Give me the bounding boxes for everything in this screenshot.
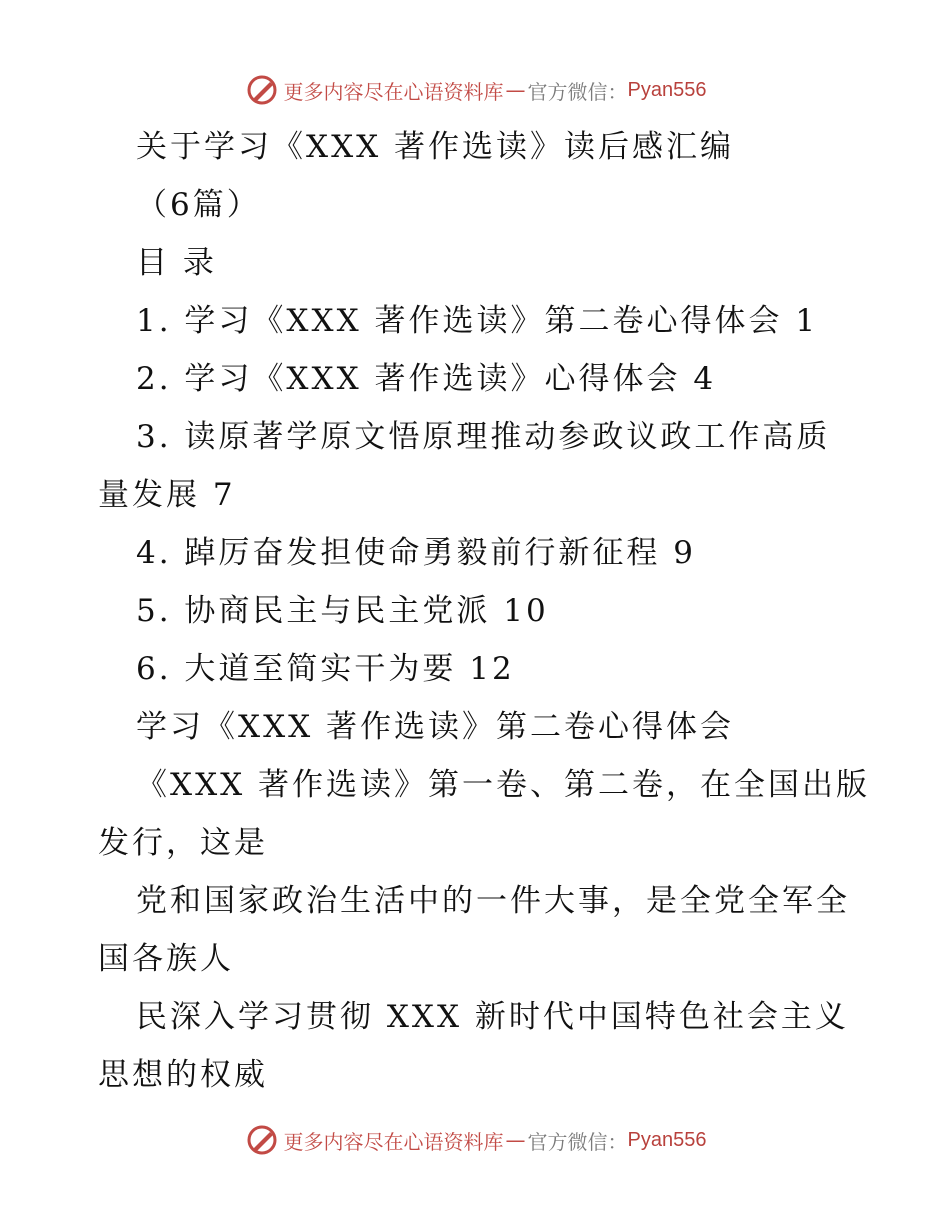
toc-item: 4. 踔厉奋发担使命勇毅前行新征程 9 — [136, 535, 697, 571]
toc-item: 6. 大道至简实干为要 12 — [136, 651, 515, 687]
footer-separator: — — [505, 1128, 526, 1152]
paragraph-line-continuation: 国各族人 — [98, 941, 234, 977]
document-title: 关于学习《XXX 著作选读》读后感汇编 — [136, 129, 735, 165]
paragraph-block — [98, 756, 871, 1104]
toc-item: 1. 学习《XXX 著作选读》第二卷心得体会 1 — [136, 303, 819, 339]
toc-heading: 目 录 — [136, 245, 217, 281]
paragraph-line: 《XXX 著作选读》第一卷、第二卷，在全国出版 — [136, 767, 871, 803]
paragraph-line: 民深入学习贯彻 XXX 新时代中国特色社会主义 — [136, 999, 849, 1035]
footer-brand-text: 更多内容尽在心语资料库 — [283, 1129, 504, 1154]
footer-wechat-id: Pyan556 — [627, 1128, 707, 1151]
paragraph-line: 党和国家政治生活中的一件大事，是全党全军全 — [136, 883, 850, 919]
header-brand-text: 更多内容尽在心语资料库 — [283, 79, 504, 104]
pen-circle-logo-icon — [244, 1122, 280, 1158]
toc-item: 3. 读原著学原文悟原理推动参政议政工作高质 — [136, 419, 831, 455]
header-separator: — — [505, 78, 526, 102]
toc-item-continuation: 量发展 7 — [98, 477, 236, 513]
header-wechat-id: Pyan556 — [627, 78, 707, 101]
toc-item: 2. 学习《XXX 著作选读》心得体会 4 — [136, 361, 717, 397]
header-wechat-label: 官方微信： — [527, 79, 628, 104]
toc-list — [98, 292, 858, 698]
paragraph-line-continuation: 思想的权威 — [98, 1057, 268, 1093]
document-subtitle: （6篇） — [136, 187, 261, 223]
page-header-watermark — [0, 70, 950, 110]
footer-wechat-label: 官方微信： — [527, 1129, 628, 1154]
pen-circle-logo-icon — [244, 72, 280, 108]
document-body — [98, 118, 871, 1104]
page-footer-watermark — [0, 1120, 950, 1160]
paragraph-line-continuation: 发行，这是 — [98, 825, 268, 861]
section-title: 学习《XXX 著作选读》第二卷心得体会 — [136, 709, 735, 745]
toc-item: 5. 协商民主与民主党派 10 — [136, 593, 549, 629]
